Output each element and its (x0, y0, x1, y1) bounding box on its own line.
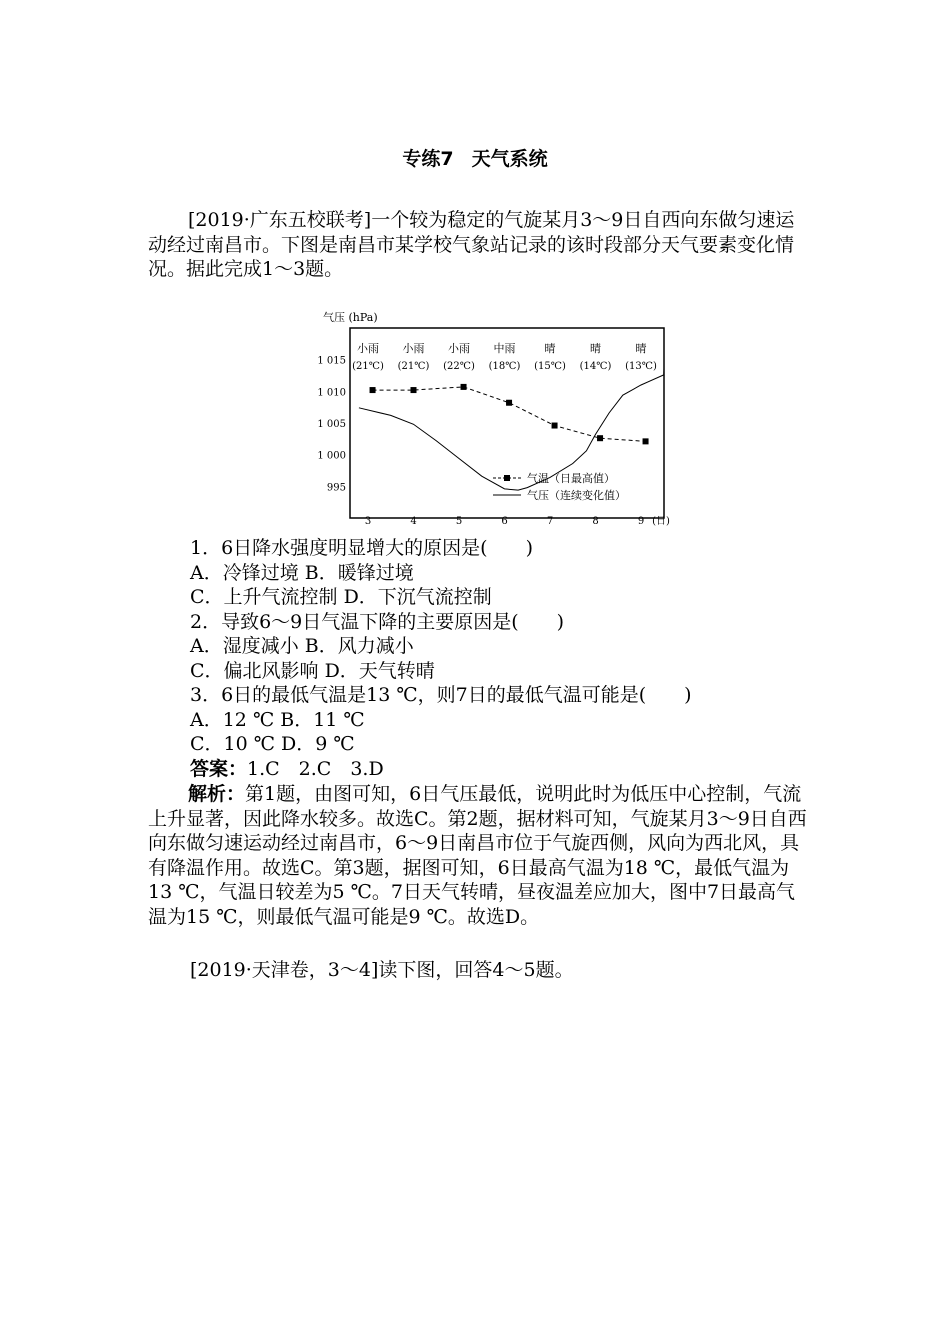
analysis-text: 第1题，由图可知，6日气压最低，说明此时为低压中心控制，气流上升显著，因此降水较多。故选C。第2题，据材料可知，气旋某月3～9日自西向东做匀速运动经过南昌市，6～9日南昌市位于气旋西侧，风向为西北风，具有降温作用。故选C。第3题，据图可知，6日最高气温为18 ℃，最低气温为13 ℃，气温日较差为5 ℃。7日天气转晴，昼夜温差应加大，图中7日最高气温为15 ℃，则最低气温可能是9 ℃。故选D。 (148, 783, 807, 928)
x-tick-label: 3 (364, 516, 372, 527)
intro-paragraph: [2019·广东五校联考]一个较为稳定的气旋某月3～9日自西向东做匀速运动经过南昌市。下图是南昌市某学校气象站记录的该时段部分天气要素变化情况。据此完成1～3题。 (148, 209, 795, 280)
question-3-options: A．12 ℃ B．11 ℃ (190, 708, 365, 731)
weather-label: 中雨 (493, 342, 516, 355)
x-unit-label: (日) (652, 516, 670, 527)
max-temp-label: (18℃) (488, 361, 521, 372)
max-temp-label: (22℃) (443, 361, 475, 372)
x-tick-label: 5 (455, 516, 463, 527)
max-temp-label: (14℃) (579, 361, 612, 372)
max-temp-label: (21℃) (397, 361, 430, 372)
question-3-options: C．10 ℃ D．9 ℃ (190, 733, 355, 755)
weather-label: 小雨 (448, 342, 470, 355)
max-temp-label: (21℃) (352, 361, 384, 372)
page-title (0, 144, 950, 171)
title-number: 专练7 (402, 148, 454, 170)
y-tick-label: 1 000 (317, 450, 346, 462)
answer-label: 答案： (190, 758, 248, 780)
analysis-label: 解析： (188, 783, 246, 805)
question-3-stem: 3．6日的最低气温是13 ℃，则7日的最低气温可能是( ) (190, 684, 692, 706)
x-tick-label: 6 (501, 516, 508, 527)
weather-label: 小雨 (357, 342, 379, 355)
max-temp-label: (15℃) (534, 361, 566, 372)
title-topic: 天气系统 (471, 148, 548, 170)
analysis-paragraph (148, 782, 808, 929)
question-1-stem: 1．6日降水强度明显增大的原因是( ) (190, 537, 534, 559)
answer-text: 1.C 2.C 3.D (247, 758, 384, 780)
temperature-point (552, 423, 558, 429)
legend-temp-marker (504, 475, 510, 481)
question-1-options: A．冷锋过境 B．暖锋过境 (190, 561, 414, 584)
weather-chart (315, 305, 735, 530)
legend-pressure-label: 气压（连续变化值） (527, 489, 626, 502)
chart-ylabel: 气压 (hPa) (323, 311, 378, 324)
temperature-point (370, 387, 376, 393)
x-tick-label: 9 (637, 516, 645, 527)
next-intro: [2019·天津卷，3～4]读下图，回答4～5题。 (190, 959, 574, 981)
temperature-point (506, 400, 512, 406)
x-tick-label: 8 (592, 516, 599, 527)
temperature-point (461, 384, 467, 390)
question-2-options: A．湿度减小 B．风力减小 (190, 635, 414, 657)
max-temp-label: (13℃) (625, 361, 657, 372)
x-tick-label: 7 (546, 516, 554, 527)
answer-line (190, 757, 384, 782)
temperature-line (373, 387, 646, 441)
temperature-point (411, 387, 417, 393)
question-1-options: C．上升气流控制 D．下沉气流控制 (190, 586, 492, 608)
question-2-options: C．偏北风影响 D．天气转晴 (190, 659, 435, 682)
y-tick-label: 1 015 (317, 355, 346, 367)
temperature-point (643, 438, 649, 444)
temperature-point (597, 435, 603, 441)
y-tick-label: 995 (326, 482, 346, 494)
x-tick-label: 4 (410, 516, 417, 527)
weather-label: 晴 (635, 342, 647, 355)
weather-label: 晴 (544, 342, 556, 355)
pressure-line (359, 369, 664, 491)
question-2-stem: 2．导致6～9日气温下降的主要原因是( ) (190, 610, 565, 633)
y-tick-label: 1 005 (317, 419, 346, 430)
legend-temp-label: 气温（日最高值） (527, 472, 615, 485)
y-tick-label: 1 010 (317, 387, 346, 399)
weather-label: 小雨 (402, 342, 425, 355)
weather-label: 晴 (590, 342, 601, 355)
legend (493, 471, 626, 502)
